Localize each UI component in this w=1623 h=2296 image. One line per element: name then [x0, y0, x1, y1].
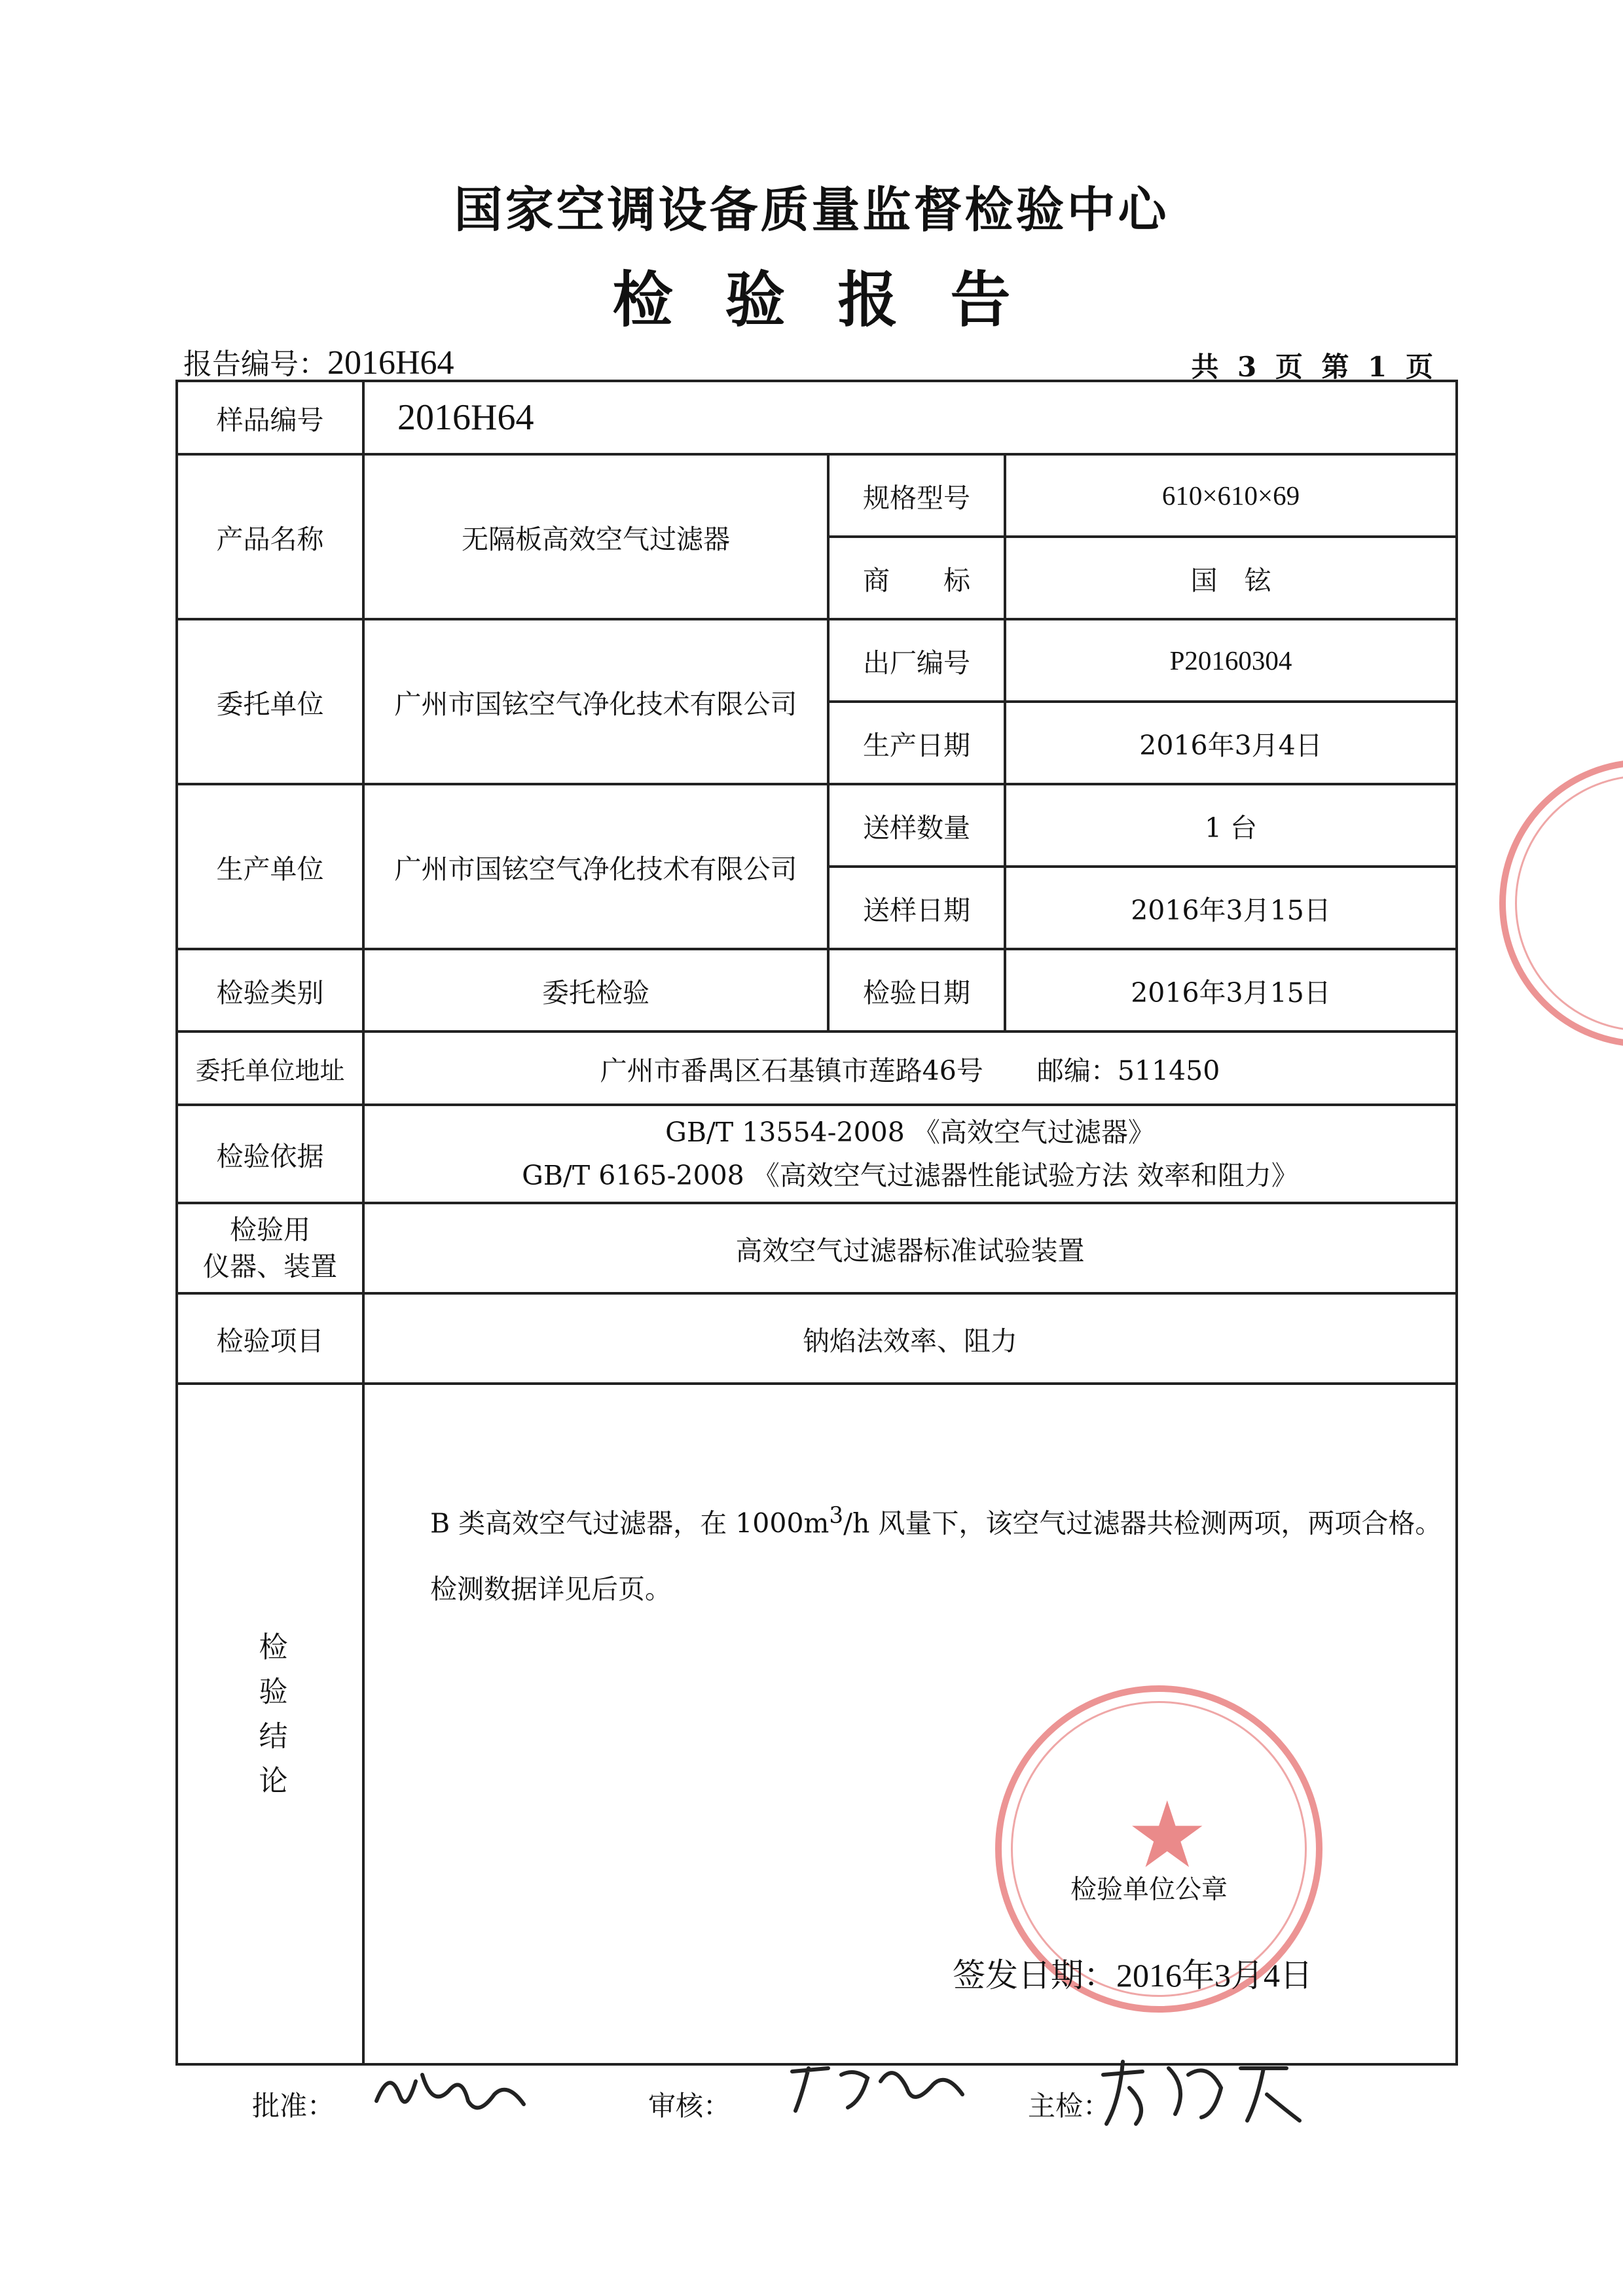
client-label: 委托单位 [177, 619, 363, 784]
manufacturer-label: 生产单位 [177, 784, 363, 949]
sample-no-label: 样品编号 [177, 381, 363, 454]
spec-value: 610×610×69 [1005, 454, 1457, 537]
table-row [177, 784, 1457, 867]
conclusion-text-part1: B 类高效空气过滤器，在 1000m [430, 1507, 830, 1539]
table-row [177, 1031, 1457, 1105]
brand-label: 商 标 [828, 537, 1005, 619]
conclusion-line-1 [430, 1483, 1445, 1556]
report-number-value: 2016H64 [327, 344, 454, 382]
inspector-signature-icon [1090, 2049, 1313, 2134]
instrument-label-line2: 仪器、装置 [203, 1251, 337, 1282]
conclusion-line-2: 检测数据详见后页。 [430, 1573, 672, 1605]
sample-no-value: 2016H64 [363, 381, 1457, 454]
test-date-value: 2016年3月15日 [1005, 949, 1457, 1031]
table-row [177, 619, 1457, 702]
client-value: 广州市国铉空气净化技术有限公司 [363, 619, 828, 784]
review-label: 审核： [648, 2090, 731, 2122]
issue-date-value: 2016年3月4日 [1116, 1957, 1313, 1994]
table-row [177, 1203, 1457, 1293]
brand-value: 国 铉 [1005, 537, 1457, 619]
report-number-label: 报告编号： [183, 348, 327, 381]
approve-label: 批准： [252, 2090, 335, 2122]
sample-qty-label: 送样数量 [828, 784, 1005, 867]
table-row [177, 949, 1457, 1031]
items-value: 钠焰法效率、阻力 [363, 1293, 1457, 1384]
instrument-label [177, 1203, 363, 1293]
conclusion-text-part2: /h 风量下，该空气过滤器共检测两项，两项合格。 [843, 1507, 1442, 1539]
basis-standard-1: GB/T 13554-2008 《高效空气过滤器》 [665, 1117, 1155, 1148]
approver-signature-icon [370, 2055, 534, 2127]
table-row [177, 454, 1457, 537]
doc-title: 检验报告 [612, 264, 1063, 335]
conclusion-text [430, 1483, 1445, 1622]
star-icon: ★ [1126, 1782, 1209, 1889]
page-info: 共 3 页 第 1 页 [1191, 351, 1433, 383]
side-seal-inner-ring [1515, 775, 1623, 1031]
conclusion-label-cell [177, 1384, 363, 2064]
spec-label: 规格型号 [828, 454, 1005, 537]
basis-label: 检验依据 [177, 1105, 363, 1203]
seal-label: 检验单位公章 [1070, 1874, 1228, 1905]
delivery-date-label: 送样日期 [828, 867, 1005, 949]
conclusion-text-superscript: 3 [829, 1503, 844, 1529]
inspector-label: 主检： [1028, 2090, 1111, 2122]
items-label: 检验项目 [177, 1293, 363, 1384]
reviewer-signature-icon [782, 2049, 972, 2121]
side-seal-stamp [1499, 759, 1623, 1047]
factory-no-value: P20160304 [1005, 619, 1457, 702]
instrument-label-line1: 检验用 [230, 1214, 310, 1246]
conclusion-label: 检验结论 [253, 1632, 287, 1810]
report-number [183, 340, 454, 382]
table-row [177, 381, 1457, 454]
issue-date-label: 签发日期： [953, 1956, 1116, 1994]
production-date-label: 生产日期 [828, 702, 1005, 784]
factory-no-label: 出厂编号 [828, 619, 1005, 702]
test-type-value: 委托检验 [363, 949, 828, 1031]
test-date-label: 检验日期 [828, 949, 1005, 1031]
product-name-label: 产品名称 [177, 454, 363, 619]
issue-date [953, 1949, 1313, 1996]
table-row [177, 1293, 1457, 1384]
sample-qty-value: 1 台 [1005, 784, 1457, 867]
production-date-value: 2016年3月4日 [1005, 702, 1457, 784]
delivery-date-value: 2016年3月15日 [1005, 867, 1457, 949]
org-title: 国家空调设备质量监督检验中心 [454, 182, 1169, 238]
product-name-value: 无隔板高效空气过滤器 [363, 454, 828, 619]
client-address-label: 委托单位地址 [177, 1031, 363, 1105]
manufacturer-value: 广州市国铉空气净化技术有限公司 [363, 784, 828, 949]
basis-standard-2: GB/T 6165-2008 《高效空气过滤器性能试验方法 效率和阻力》 [522, 1160, 1298, 1191]
instrument-value: 高效空气过滤器标准试验装置 [363, 1203, 1457, 1293]
basis-value [363, 1105, 1457, 1203]
test-type-label: 检验类别 [177, 949, 363, 1031]
client-address-value: 广州市番禺区石基镇市莲路46号 邮编：511450 [363, 1031, 1457, 1105]
table-row [177, 1105, 1457, 1203]
